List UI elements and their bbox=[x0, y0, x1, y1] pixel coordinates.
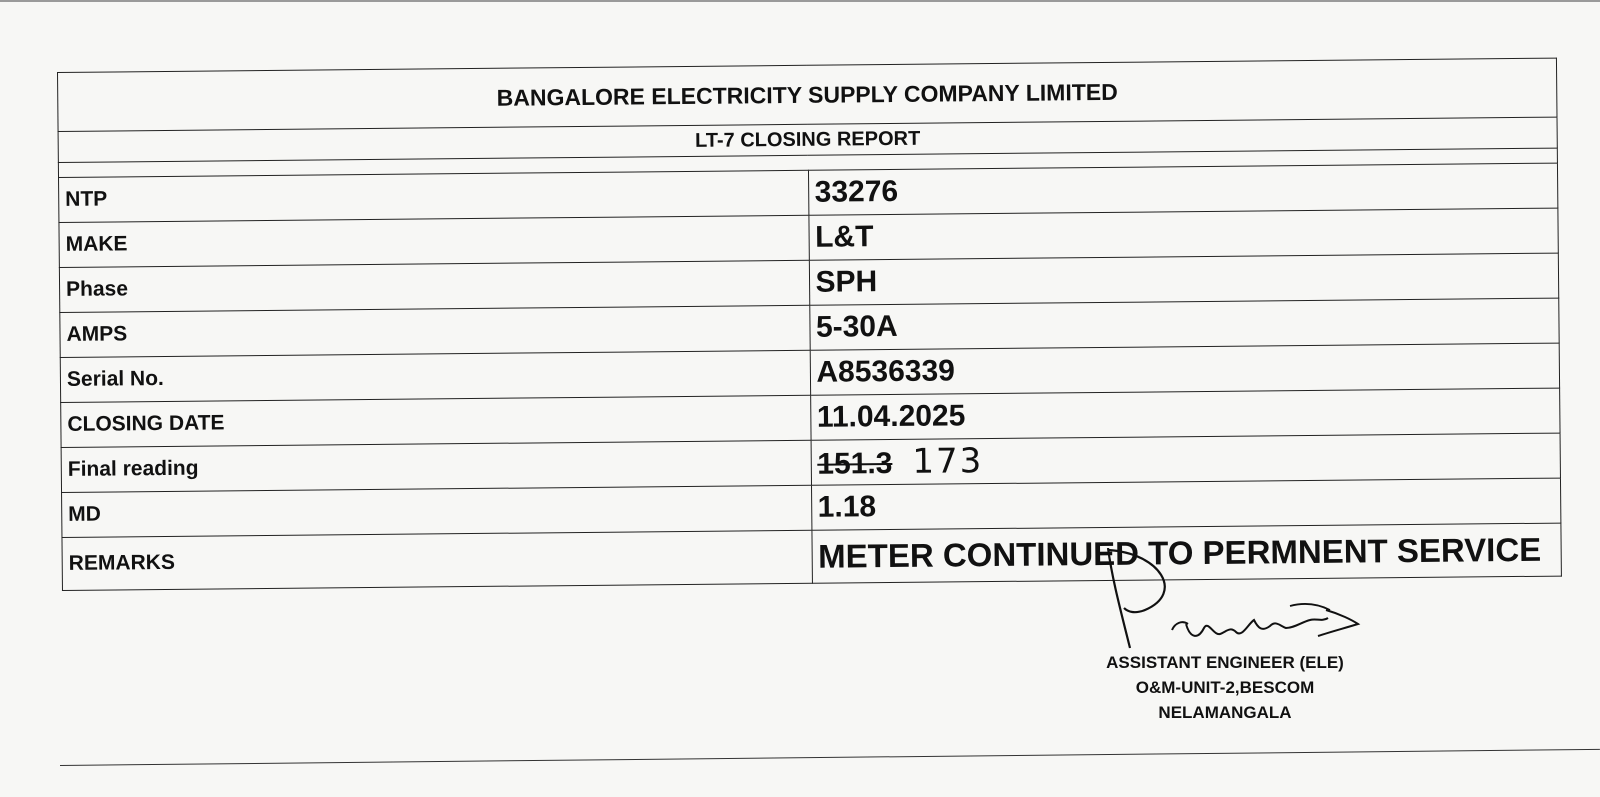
field-label: Final reading bbox=[61, 440, 811, 492]
report-title: LT-7 CLOSING REPORT bbox=[58, 117, 1557, 162]
field-value-final-reading bbox=[811, 433, 1561, 485]
field-value: SPH bbox=[809, 253, 1559, 305]
signatory-location: NELAMANGALA bbox=[1158, 703, 1292, 722]
field-value: 33276 bbox=[808, 163, 1558, 215]
company-name: BANGALORE ELECTRICITY SUPPLY COMPANY LIMITED bbox=[58, 58, 1557, 131]
bottom-edge-line bbox=[60, 749, 1600, 766]
field-label: MAKE bbox=[59, 215, 809, 267]
struck-reading: 151.3 bbox=[817, 446, 893, 481]
field-label: AMPS bbox=[60, 305, 810, 357]
field-label: MD bbox=[62, 485, 812, 537]
field-value: A8536339 bbox=[810, 343, 1560, 395]
field-value: 1.18 bbox=[811, 478, 1561, 530]
closing-report-sheet bbox=[57, 58, 1562, 591]
field-value: 5-30A bbox=[809, 298, 1559, 350]
field-label: CLOSING DATE bbox=[61, 395, 811, 447]
field-label: Serial No. bbox=[60, 350, 810, 402]
field-value: L&T bbox=[808, 208, 1558, 260]
field-label: NTP bbox=[59, 170, 809, 222]
field-label: Phase bbox=[59, 260, 809, 312]
remarks-value: METER CONTINUED TO PERMNENT SERVICE bbox=[811, 523, 1561, 583]
field-value: 11.04.2025 bbox=[810, 388, 1560, 440]
signatory-unit: O&M-UNIT-2,BESCOM bbox=[1135, 678, 1315, 697]
handwritten-signature-icon bbox=[1090, 548, 1390, 658]
remarks-label: REMARKS bbox=[62, 530, 812, 590]
top-edge-line bbox=[0, 0, 1600, 2]
handwritten-reading: 173 bbox=[912, 441, 984, 482]
signatory-designation: ASSISTANT ENGINEER (ELE) bbox=[1106, 653, 1344, 672]
signatory-details bbox=[1090, 650, 1360, 725]
closing-report-table bbox=[57, 58, 1562, 591]
